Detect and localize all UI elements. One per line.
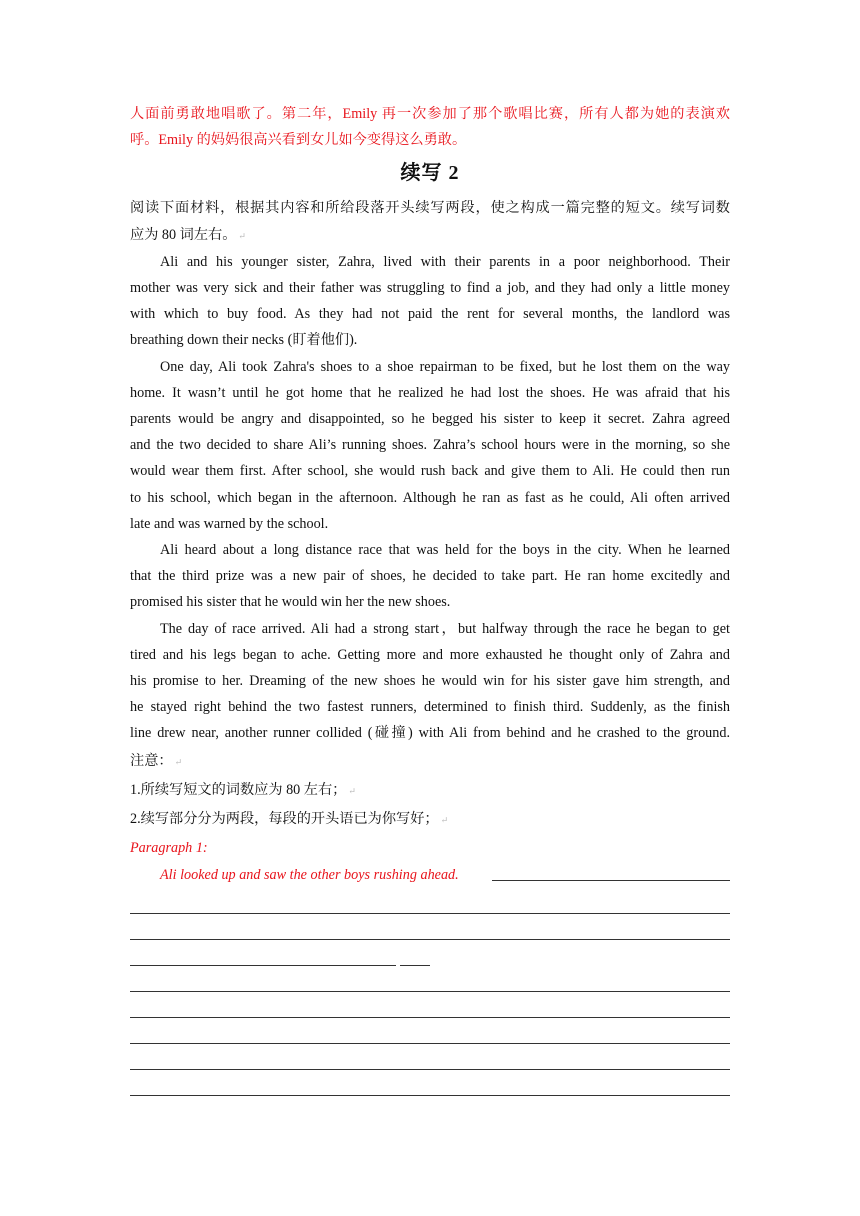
answer-line[interactable] <box>130 1070 730 1096</box>
answer-line[interactable] <box>130 1018 730 1044</box>
continuation-line-1: 人面前勇敢地唱歌了。第二年，Emily 再一次参加了那个歌唱比赛，所有人都为她的表演欢 <box>130 106 730 122</box>
story-paragraph-4 <box>130 616 730 747</box>
story-line: promised his sister that he would win her the new shoes. <box>130 594 451 611</box>
note-item: 2.续写部分分为两段，每段的开头语已为你写好； ↵ <box>130 810 449 827</box>
paragraph-1-label: Paragraph 1: <box>130 839 208 856</box>
top-continuation <box>130 101 730 153</box>
instruction-line-1: 阅读下面材料，根据其内容和所给段落开头续写两段，使之构成一篇完整的短文。续写词数 <box>130 200 730 217</box>
instruction <box>130 195 730 248</box>
paragraph-mark-icon: ↵ <box>348 785 356 796</box>
story-paragraph-1 <box>130 249 730 354</box>
answer-line[interactable] <box>130 888 730 914</box>
paragraph-mark-icon: ↵ <box>440 814 449 825</box>
note-item: 1.所续写短文的词数应为 80 左右； ↵ <box>130 781 356 798</box>
instruction-line-2: 应为 80 词左右。 ↵ <box>130 226 246 243</box>
worksheet-page <box>130 101 730 1096</box>
story-line: he stayed right behind the two fastest runners, determined to finish third. Suddenly, as the finish <box>130 699 730 716</box>
answer-blank[interactable] <box>400 965 430 966</box>
notes-heading: 注意： ↵ <box>130 752 183 769</box>
paragraph-mark-icon: ↵ <box>174 756 183 767</box>
answer-line[interactable] <box>130 966 730 992</box>
story-line: to his school, which began in the afternoon. Although he ran as fast as he could, Ali often arrived <box>130 489 730 506</box>
section-title: 续写 2 <box>400 162 460 185</box>
story-line: breathing down their necks (盯着他们). <box>130 332 358 349</box>
story-line: and the two decided to share Ali’s running shoes. Zahra’s school hours were in the morning, so she <box>130 437 730 454</box>
paragraph-mark-icon: ↵ <box>238 230 246 241</box>
story-line: One day, Ali took Zahra's shoes to a shoe repairman to be fixed, but he lost them on the way <box>160 358 730 375</box>
story-line: line drew near, another runner collided (碰撞) with Ali from behind and he crashed to the ground. <box>130 725 730 742</box>
story-line: late and was warned by the school. <box>130 515 329 532</box>
answer-blank[interactable] <box>130 965 396 966</box>
story-line: Ali and his younger sister, Zahra, lived with their parents in a poor neighborhood. Their <box>160 253 730 270</box>
notes <box>130 747 730 834</box>
answer-line[interactable] <box>130 992 730 1018</box>
story-line: parents would be angry and disappointed, so he begged his sister to keep it secret. Zahra agreed <box>130 411 730 428</box>
story-line: mother was very sick and their father was struggling to find a job, and they had only a little money <box>130 280 730 297</box>
continuation-line-2: 呼。Emily 的妈妈很高兴看到女儿如今变得这么勇敢。 <box>130 132 467 149</box>
story-line: his promise to her. Dreaming of the new shoes he would win for his sister gave him strength, and <box>130 673 730 690</box>
story-paragraph-2 <box>130 354 730 537</box>
story-line: tired and his legs began to ache. Getting more and more exhausted he thought only of Zahra and <box>130 646 730 663</box>
answer-area[interactable] <box>130 862 730 1096</box>
story-line: The day of race arrived. Ali had a strong start，but halfway through the race he began to get <box>160 620 730 637</box>
story-line: Ali heard about a long distance race that was held for the boys in the city. When he learned <box>160 542 730 559</box>
paragraph-1-opening: Ali looked up and saw the other boys rushing ahead. <box>160 866 459 883</box>
answer-line-short[interactable] <box>130 940 730 966</box>
answer-line[interactable] <box>130 1044 730 1070</box>
story-line: home. It wasn’t until he got home that he realized he had lost the shoes. He was afraid that his <box>130 384 730 401</box>
answer-line[interactable] <box>130 914 730 940</box>
story-line: would wear them first. After school, she would rush back and give them to Ali. He could then run <box>130 463 730 480</box>
story-line: with which to buy food. As they had not paid the rent for several months, the landlord was <box>130 306 730 323</box>
story-paragraph-3 <box>130 537 730 616</box>
story-line: that the third prize was a new pair of shoes, he decided to take part. He ran home excitedly and <box>130 568 730 585</box>
answer-blank[interactable] <box>492 880 730 881</box>
paragraph-1-opening-line[interactable] <box>130 862 730 888</box>
